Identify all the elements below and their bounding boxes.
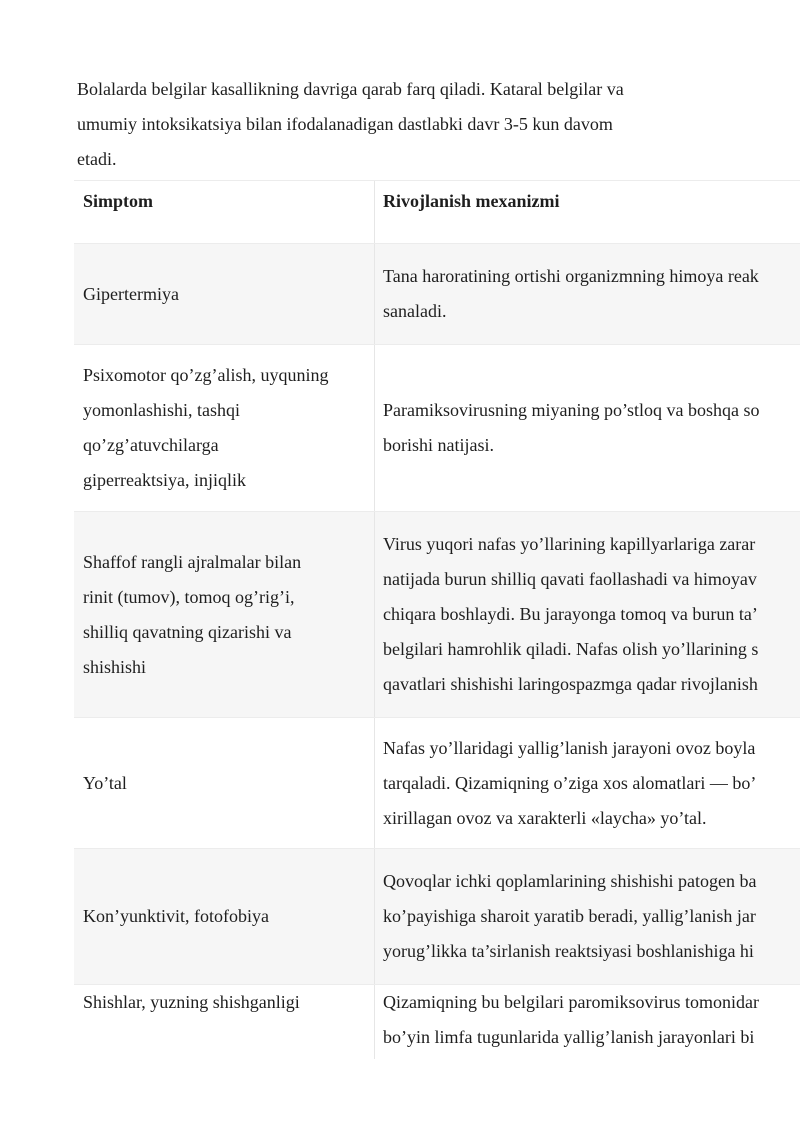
table-row bbox=[74, 511, 800, 717]
header-mechanism: Rivojlanish mexanizmi bbox=[383, 191, 560, 211]
table-row bbox=[74, 848, 800, 984]
symptom-cell: Yo’tal bbox=[74, 718, 375, 848]
intro-paragraph bbox=[77, 72, 717, 177]
table-row bbox=[74, 243, 800, 344]
table-header-row bbox=[74, 180, 800, 243]
table-row bbox=[74, 717, 800, 848]
symptom-cell: Psixomotor qo’zg’alish, uyquning yomonlashishi, tashqi qo’zg’atuvchilarga giperreaktsiya, injiqlik bbox=[74, 345, 375, 511]
intro-line: Bolalarda belgilar kasallikning davriga qarab farq qiladi. Kataral belgilar va bbox=[77, 79, 624, 99]
intro-line: umumiy intoksikatsiya bilan ifodalanadigan dastlabki davr 3-5 kun davom bbox=[77, 114, 613, 134]
table-row bbox=[74, 984, 800, 1059]
mechanism-cell: Tana haroratining ortishi organizmning himoya reak sanaladi. bbox=[383, 266, 759, 321]
symptom-cell: Kon’yunktivit, fotofobiya bbox=[74, 849, 375, 984]
intro-line: etadi. bbox=[77, 149, 117, 169]
symptom-cell: Gipertermiya bbox=[74, 244, 375, 344]
mechanism-cell: Nafas yo’llaridagi yallig’lanish jarayoni ovoz boyla tarqaladi. Qizamiqning o’ziga xos alomatlari — bo’ xirillagan ovoz va xarakterli «laycha» yo’tal. bbox=[383, 737, 757, 828]
mechanism-cell: Qovoqlar ichki qoplamlarining shishishi patogen ba ko’payishiga sharoit yaratib beradi, yallig’lanish jar yorug’likka ta’sirlanish reaktsiyasi boshlanishiga hi bbox=[383, 871, 757, 961]
mechanism-cell: Qizamiqning bu belgilari paromiksovirus tomonidar bo’yin limfa tugunlarida yallig’lanish jarayonlari bi bbox=[383, 992, 759, 1047]
symptom-cell: Shaffof rangli ajralmalar bilan rinit (tumov), tomoq og’rig’i, shilliq qavatning qizarishi va shishishi bbox=[74, 512, 375, 717]
header-symptom: Simptom bbox=[74, 181, 375, 243]
symptoms-table bbox=[74, 180, 800, 1059]
mechanism-cell: Virus yuqori nafas yo’llarining kapillyarlariga zarar natijada burun shilliq qavati faollashadi va himoyav chiqara boshlaydi. Bu jarayonga tomoq va burun ta’ belgilari hamrohlik qiladi. Nafas olish yo’llarining s qavatlari shishishi laringospazmga qadar rivojlanish bbox=[383, 534, 759, 694]
symptom-cell: Shishlar, yuzning shishganligi bbox=[74, 985, 375, 1059]
mechanism-cell: Paramiksovirusning miyaning po’stloq va boshqa so borishi natijasi. bbox=[383, 400, 760, 455]
table-row bbox=[74, 344, 800, 511]
